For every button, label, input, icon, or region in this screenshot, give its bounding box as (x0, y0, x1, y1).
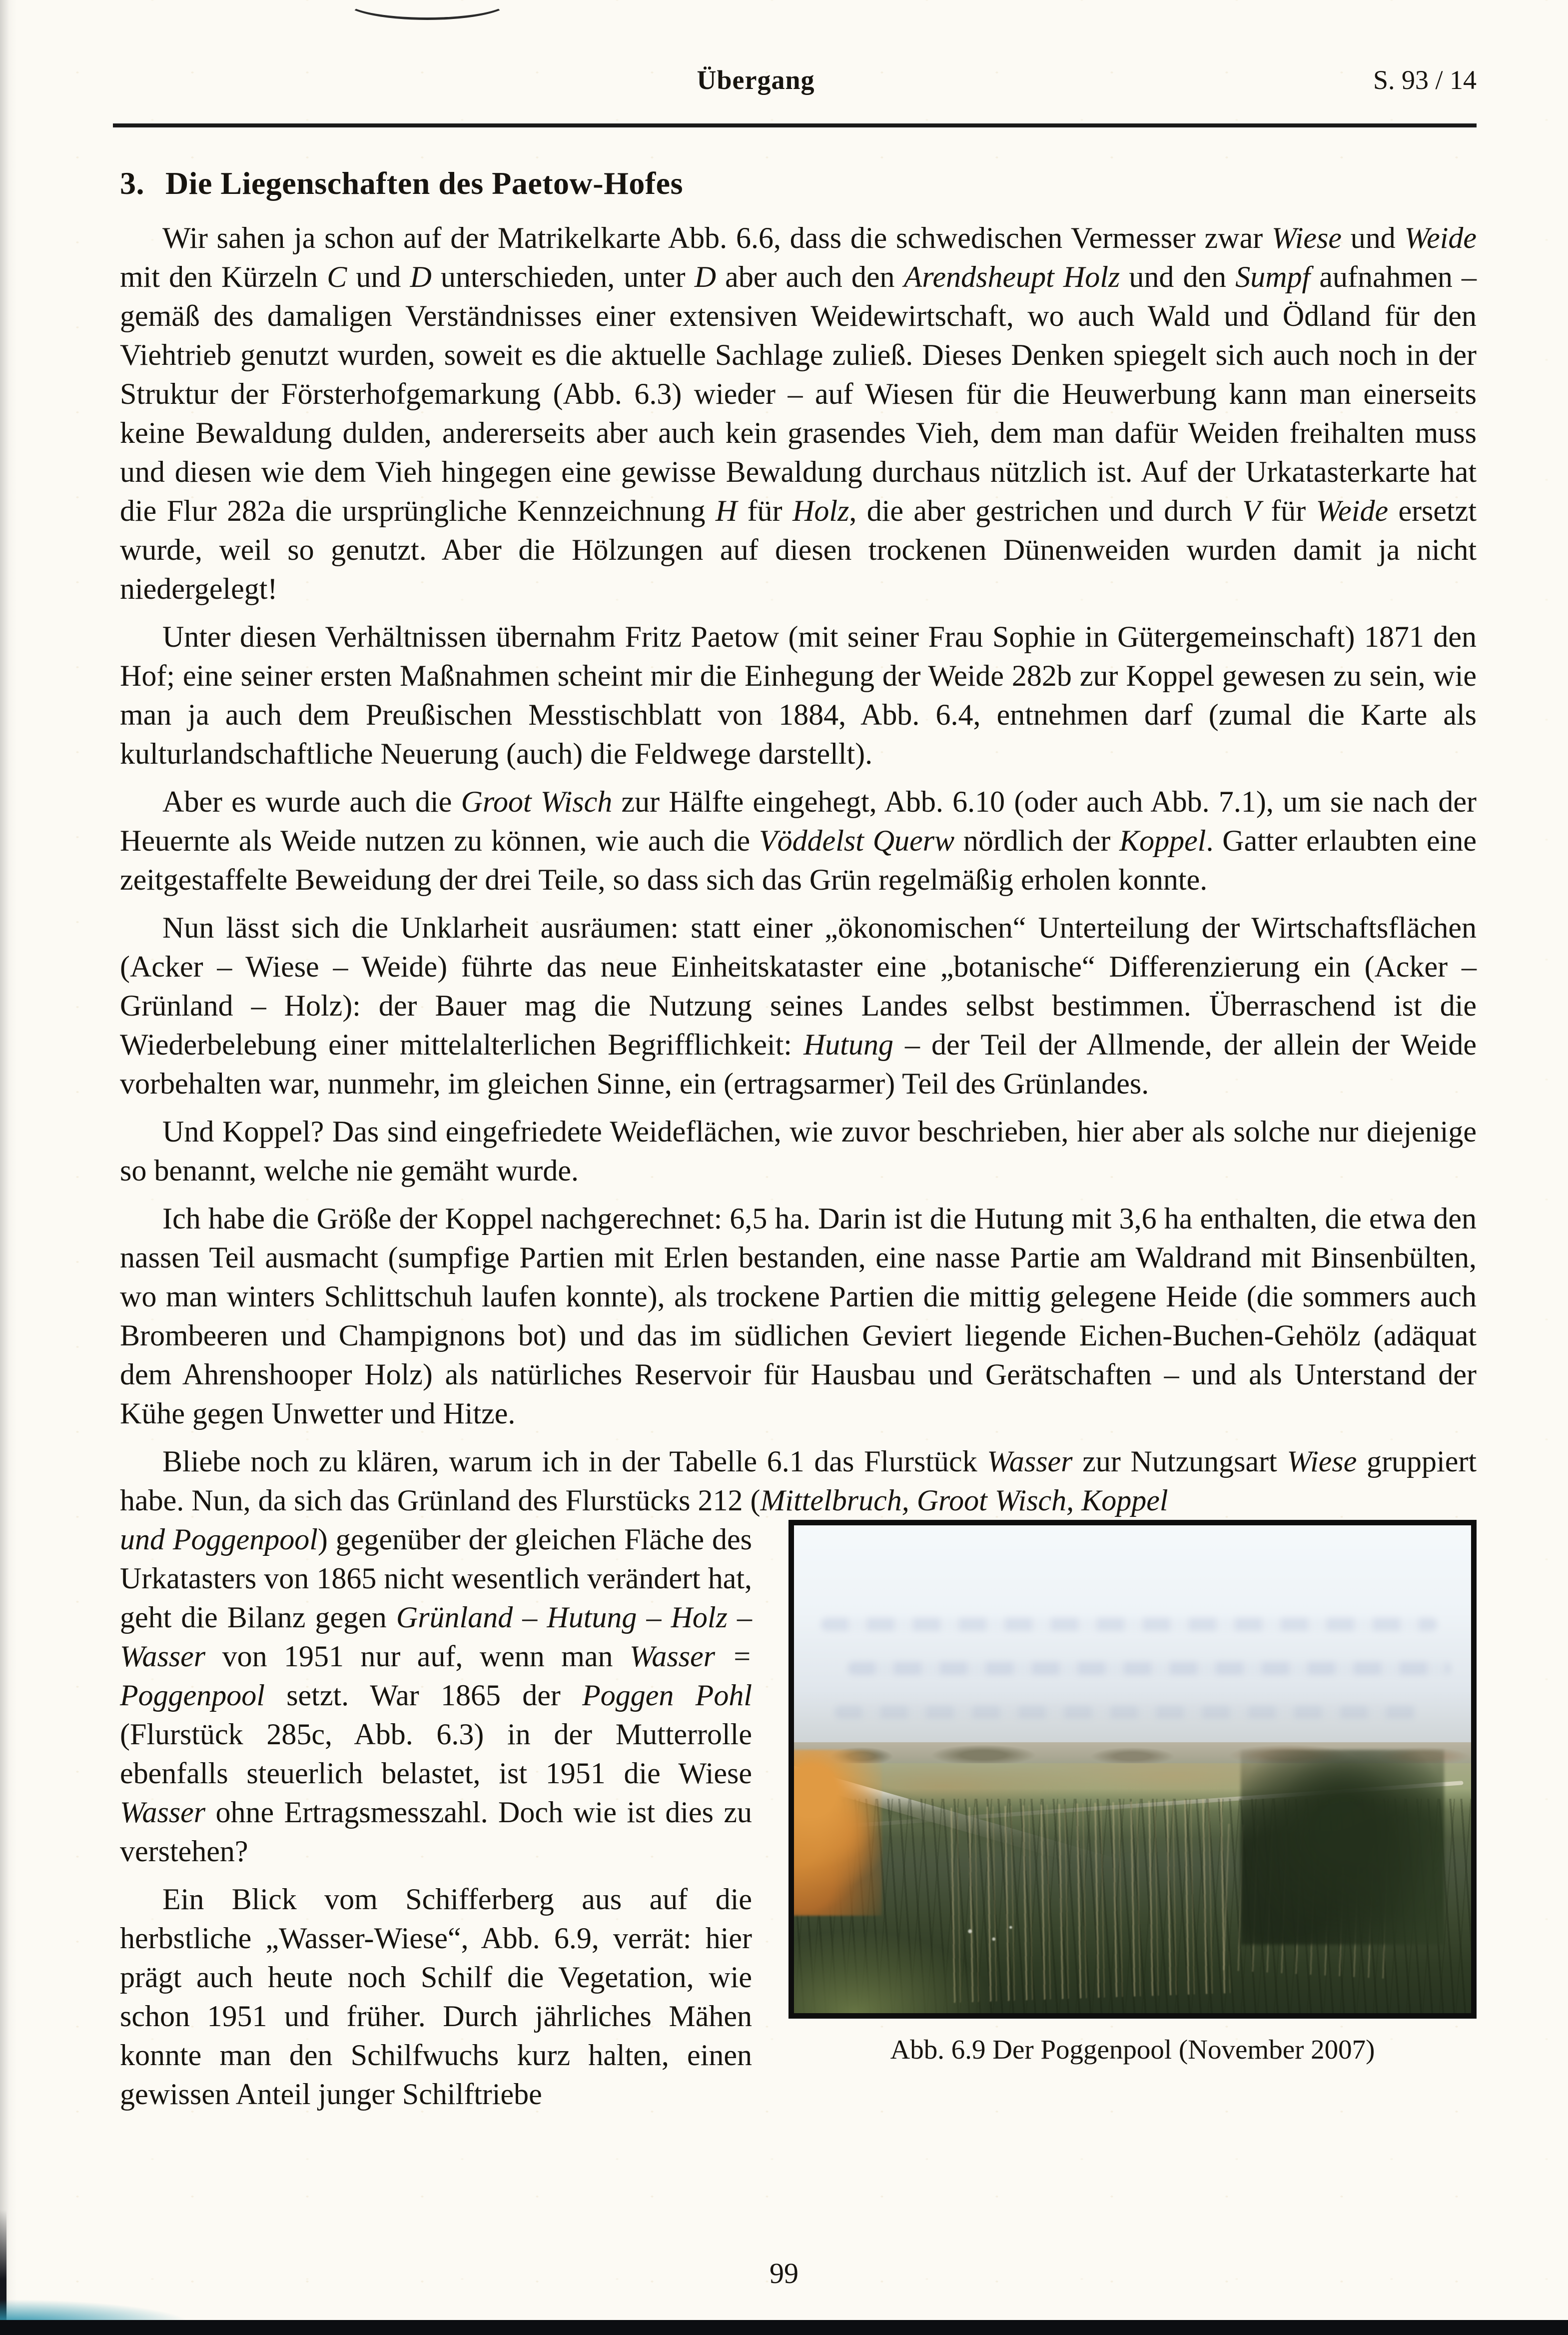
section-title: Die Liegenschaften des Paetow-Hofes (165, 165, 683, 201)
figure-caption: Abb. 6.9 Der Poggenpool (November 2007) (890, 2034, 1375, 2065)
poggenpool-photo (788, 1520, 1477, 2019)
page-number: 99 (770, 2257, 798, 2290)
photo-bleedthrough-streak (834, 1706, 1417, 1719)
left-text-column (120, 1520, 752, 2123)
paragraph-6: Ich habe die Größe der Koppel nachgerechnet: 6,5 ha. Darin ist die Hutung mit 3,6 ha enthalten, die etwa den nassen Teil ausmacht (sumpfige Partien mit Erlen bestanden, eine nasse Partie am Waldrand mit Binsenbülten, wo man winters Schlittschuh laufen konnte), als trockene Partien die mittig gelegene Heide (die sommers auch Brombeeren und Champignons bot) und das im südlichen Geviert liegende Eichen-Buchen-Gehölz (adäquat dem Ahrenshooper Holz) als natürliches Reservoir für Hausbau und Gerätschaften – und als Unterstand der Kühe gegen Unwetter und Hitze. (120, 1202, 1477, 1430)
page-reference: S. 93 / 14 (1373, 65, 1477, 95)
paragraph-1: Wir sahen ja schon auf der Matrikelkarte Abb. 6.6, dass die schwedischen Vermesser zwar Wiese und Weide mit den Kürzeln C und D unterschieden, unter D aber auch den Arendsheupt Holz und den Sumpf aufnahmen – gemäß des damaligen Verständnisses einer extensiven Weidewirtschaft, wo auch Wald und Ödland für den Viehtrieb genutzt wurden, soweit es die aktuelle Sachlage zuließ. Dieses Denken spiegelt sich auch noch in der Struktur der Försterhofgemarkung (Abb. 6.3) wieder – auf Wiesen für die Heuwerbung kann man einerseits keine Bewaldung dulden, andererseits aber auch kein grasendes Vieh, dem man dafür Weiden freihalten muss und diesen wie dem Vieh hingegen eine gewisse Bewaldung durchaus nützlich ist. Auf der Urkatasterkarte hat die Flur 282a die ursprüngliche Kennzeichnung H für Holz, die aber gestrichen und durch V für Weide ersetzt wurde, weil so genutzt. Aber die Hölzungen auf diesen trockenen Dünenweiden wurden damit ja nicht niedergelegt! (120, 221, 1477, 605)
running-title: Übergang (697, 65, 815, 95)
photo-bleedthrough-streak (821, 1618, 1437, 1631)
paragraph-3: Aber es wurde auch die Groot Wisch zur Hälfte eingehegt, Abb. 6.10 (oder auch Abb. 7.1), um sie nach der Heuernte als Weide nutzen zu können, wie auch die Vöddelst Querw nördlich der Koppel. Gatter erlaubten eine zeitgestaffelte Beweidung der drei Teile, so dass sich das Grün regelmäßig erholen konnte. (120, 785, 1477, 896)
paragraph-7-lead: Bliebe noch zu klären, warum ich in der Tabelle 6.1 das Flurstück Wasser zur Nutzungsart Wiese gruppiert habe. Nun, da sich das Grünland des Flurstücks 212 (Mittelbruch, Groot Wisch, Koppel (120, 1445, 1477, 1517)
paragraph-2: Unter diesen Verhältnissen übernahm Fritz Paetow (mit seiner Frau Sophie in Gütergemeinschaft) 1871 den Hof; eine seiner ersten Maßnahmen scheint mir die Einhegung der Weide 282b zur Koppel gewesen zu sein, wie man ja auch dem Preußischen Messtischblatt von 1884, Abb. 6.4, entnehmen darf (zumal die Karte als kulturlandschaftliche Neuerung (auch) die Feldwege darstellt). (120, 620, 1477, 770)
figure-6-9 (788, 1520, 1477, 2066)
paragraph-4: Nun lässt sich die Unklarheit ausräumen: statt einer „ökonomischen“ Unterteilung der Wirtschaftsflächen (Acker – Wiese – Weide) führte das neue Einheitskataster eine „botanische“ Differenzierung ein (Acker – Grünland – Holz): der Bauer mag die Nutzung seines Landes selbst bestimmen. Überraschend ist die Wiederbelebung einer mittelalterlichen Begrifflichkeit: Hutung – der Teil der Allmende, der allein der Weide vorbehalten war, nunmehr, im gleichen Sinne, ein (ertragsarmer) Teil des Grünlandes. (120, 911, 1477, 1100)
photo-autumn-tree (788, 1750, 882, 1916)
photo-dark-bushes (1241, 1750, 1444, 1945)
paragraph-7-continued: und Poggenpool) gegenüber der gleichen Fläche des Urkatasters von 1865 nicht wesentlich verändert hat, geht die Bilanz gegen Grünland – Hutung – Holz – Wasser von 1951 nur auf, wenn man Wasser = Poggenpool setzt. War 1865 der Poggen Pohl (Flurstück 285c, Abb. 6.3) in der Mutterrolle ebenfalls steuerlich belastet, ist 1951 die Wiese Wasser ohne Ertragsmesszahl. Doch wie ist dies zu verstehen? (120, 1523, 753, 1868)
photo-sky (794, 1525, 1471, 1755)
page-header (120, 62, 1477, 97)
figure-column (788, 1520, 1477, 2066)
section-number: 3. (120, 165, 144, 201)
scan-artifact-left-edge (0, 2210, 6, 2325)
text-photo-row (120, 1520, 1477, 2123)
scan-artifact-bottom-edge (0, 2320, 1568, 2335)
photo-white-flowers (956, 1916, 1024, 1955)
paragraph-8: Ein Blick vom Schifferberg aus auf die herbstliche „Wasser-Wiese“, Abb. 6.9, verrät: hier prägt auch heute noch Schilf die Vegetation, wie schon 1951 und früher. Durch jährliches Mähen konnte man den Schilfwuchs kurz halten, einen gewissen Anteil junger Schilftriebe (120, 1883, 752, 2111)
paragraph-5: Und Koppel? Das sind eingefriedete Weideflächen, wie zuvor beschrieben, hier aber als solche nur diejenige so benannt, welche nie gemäht wurde. (120, 1115, 1477, 1187)
header-divider (113, 123, 1477, 127)
section-heading (120, 163, 1477, 203)
photo-bleedthrough-streak (848, 1662, 1451, 1675)
body-text (120, 218, 1477, 2123)
